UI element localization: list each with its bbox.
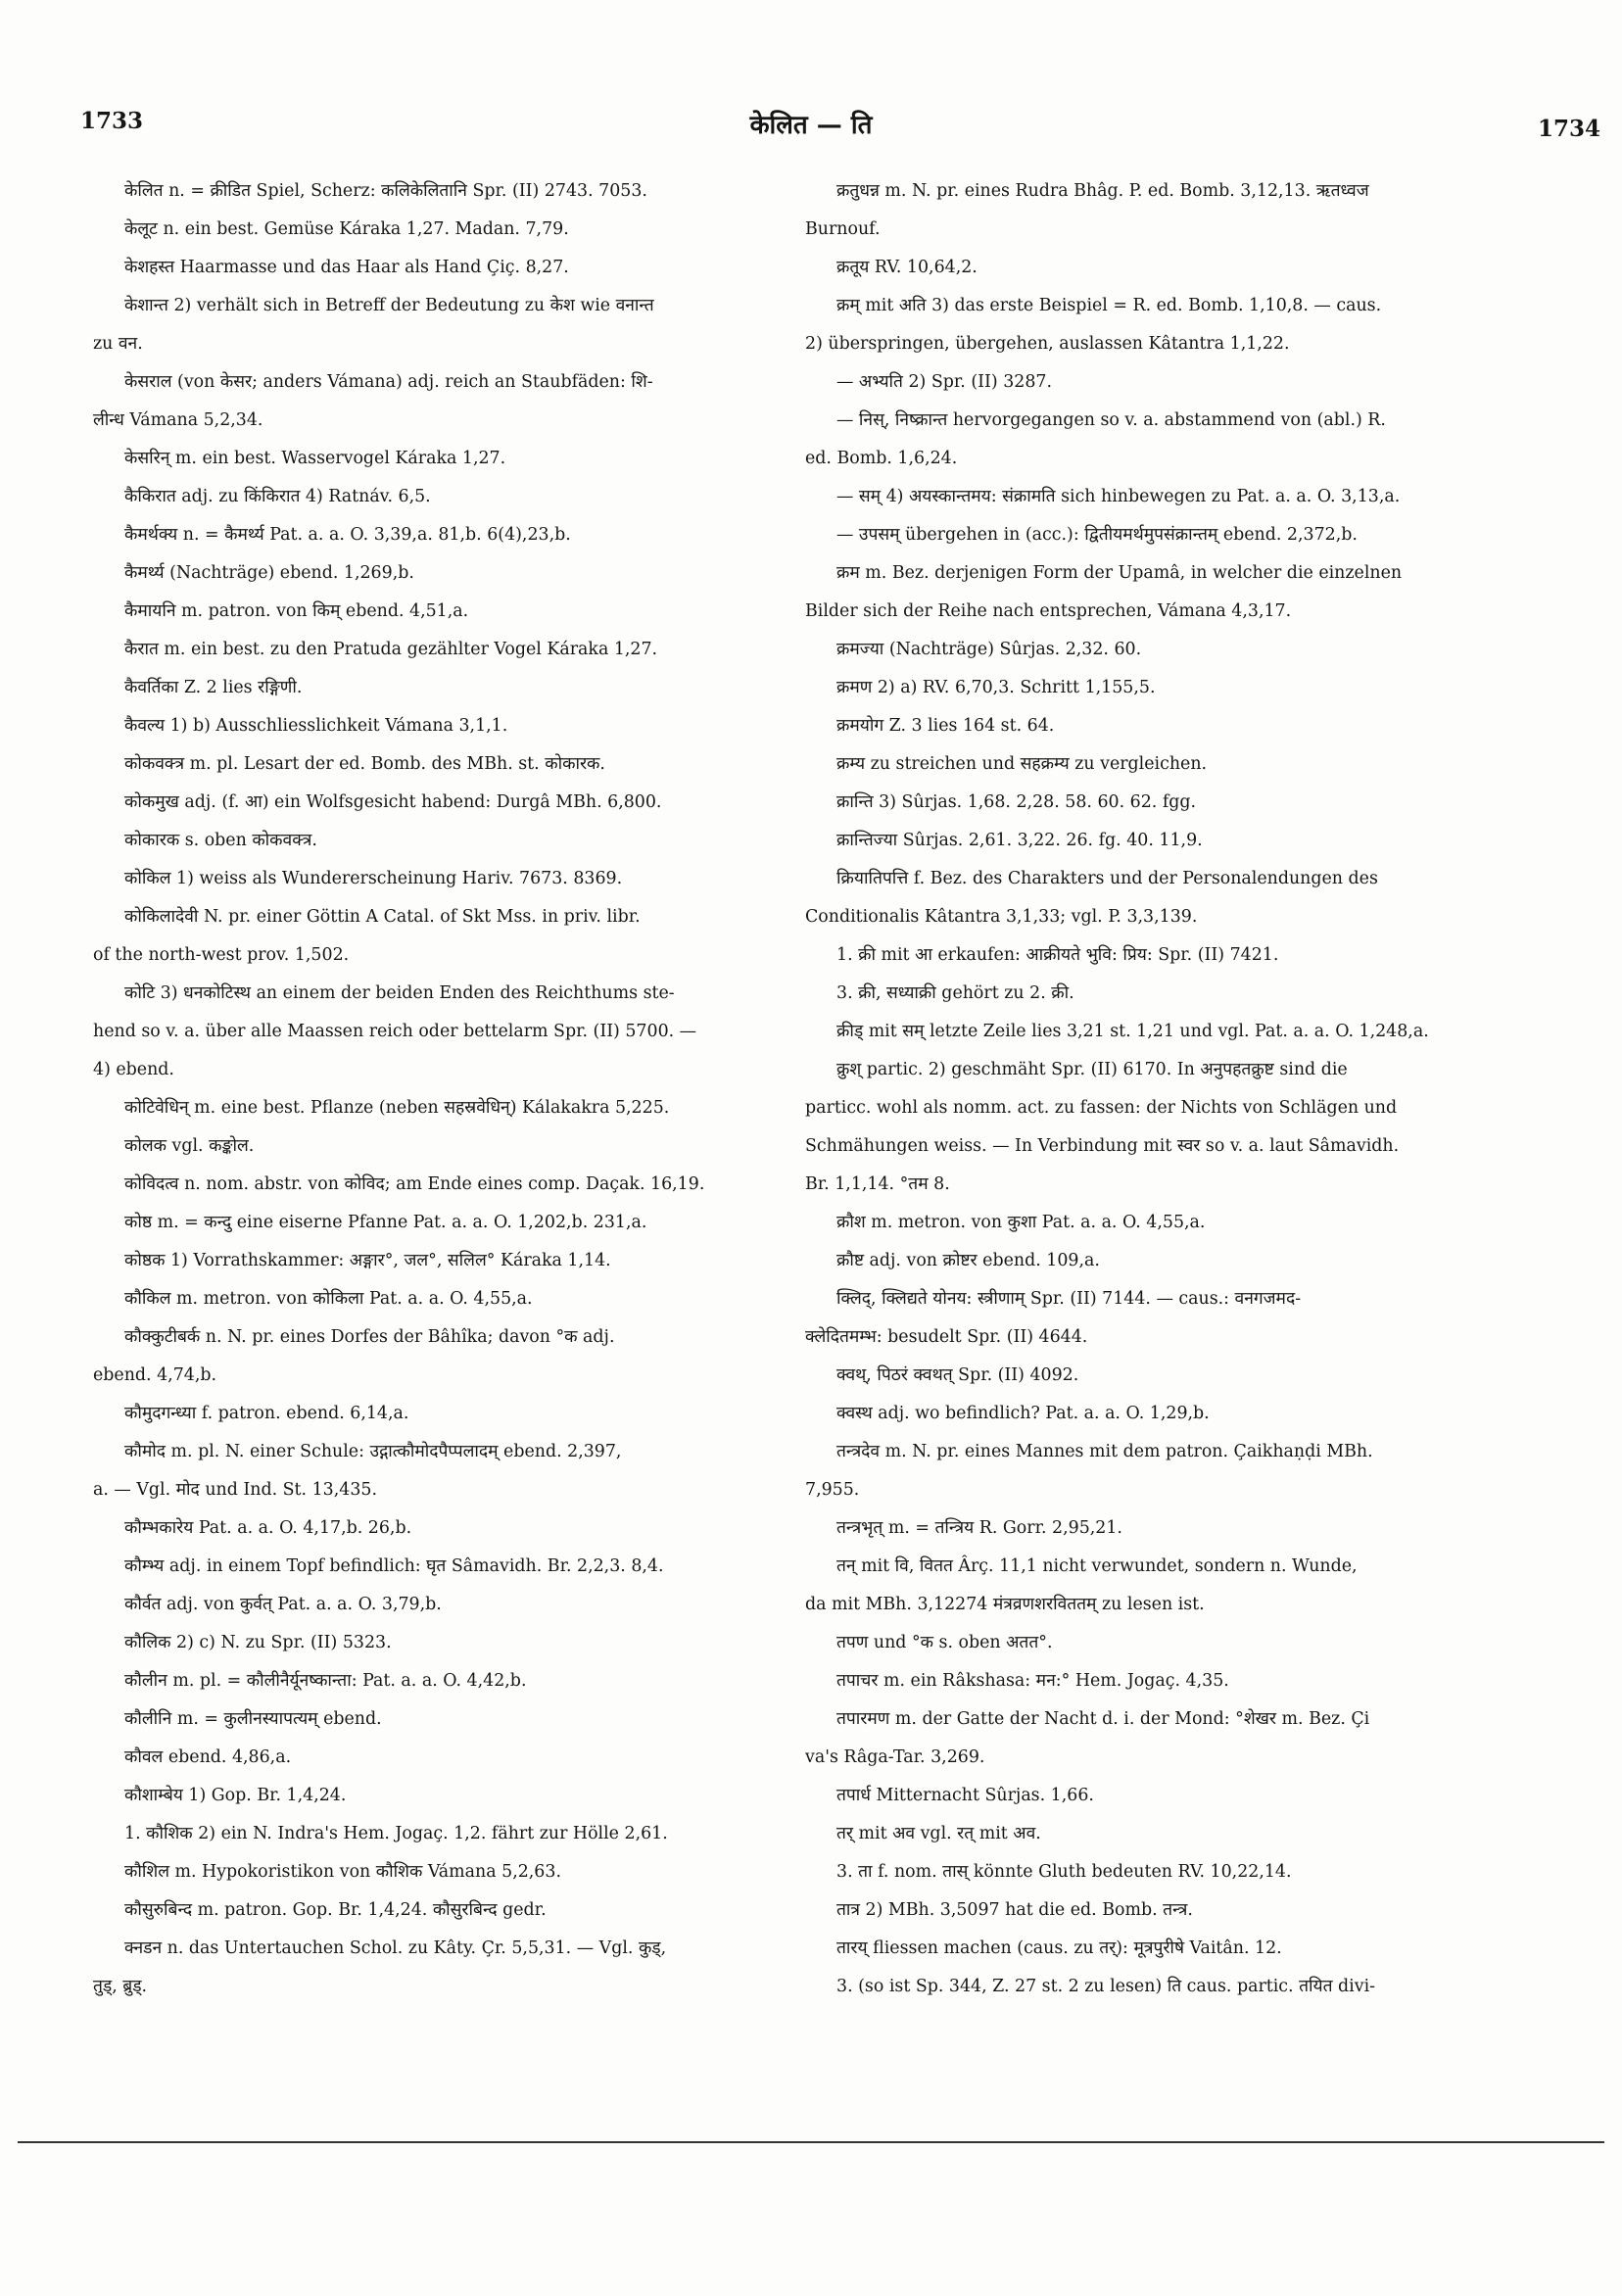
dictionary-line: कोलक vgl. कङ्कोल. xyxy=(124,1136,255,1156)
dictionary-line: क्रीड् mit सम् letzte Zeile lies 3,21 st. 1,21 und vgl. Pat. a. a. O. 1,248,a. xyxy=(836,1022,1429,1041)
dictionary-line: तात्र 2) MBh. 3,5097 hat die ed. Bomb. तन्त्र. xyxy=(836,1900,1193,1920)
dictionary-line: कौलीन m. pl. = कौलीनैर्यूनष्कान्ता: Pat. a. a. O. 4,42,b. xyxy=(124,1671,527,1691)
dictionary-line: कौकिल m. metron. von कोकिला Pat. a. a. O. 4,55,a. xyxy=(124,1289,533,1309)
dictionary-line: ed. Bomb. 1,6,24. xyxy=(805,449,958,468)
dictionary-line: Br. 1,1,14. °तम 8. xyxy=(805,1174,950,1194)
dictionary-line: क्नडन n. das Untertauchen Schol. zu Kâty. Çr. 5,5,31. — Vgl. कुड्, xyxy=(124,1938,667,1958)
dictionary-line: a. — Vgl. मोद und Ind. St. 13,435. xyxy=(93,1480,377,1500)
dictionary-line: 7,955. xyxy=(805,1480,860,1500)
dictionary-line: क्रमयोग Z. 3 lies 164 st. 64. xyxy=(836,716,1055,736)
dictionary-line: तर् mit अव vgl. रत् mit अव. xyxy=(836,1824,1041,1843)
dictionary-line: 3. क्री, सध्याक्री gehört zu 2. क्री. xyxy=(836,983,1074,1003)
dictionary-line: कैकिरात adj. zu किंकिरात 4) Ratnáv. 6,5. xyxy=(124,487,431,506)
dictionary-line: क्रमण 2) a) RV. 6,70,3. Schritt 1,155,5. xyxy=(836,678,1156,697)
dictionary-line: तुड्, ब्रुड्. xyxy=(93,1977,148,1996)
dictionary-line: केशहस्त Haarmasse und das Haar als Hand Çiç. 8,27. xyxy=(124,258,569,277)
dictionary-line: — उपसम् übergehen in (acc.): द्वितीयमर्थमुपसंक्रान्तम् ebend. 2,372,b. xyxy=(836,525,1358,545)
dictionary-line: ebend. 4,74,b. xyxy=(93,1365,217,1385)
right-column xyxy=(805,172,1508,2006)
dictionary-line: कौक्कुटीबर्क n. N. pr. eines Dorfes der Bâhîka; davon °क adj. xyxy=(124,1327,615,1347)
dictionary-line: Conditionalis Kâtantra 3,1,33; vgl. P. 3,3,139. xyxy=(805,907,1198,927)
dictionary-line: da mit MBh. 3,12274 मंत्रव्रणशरविततम् zu lesen ist. xyxy=(805,1595,1205,1614)
dictionary-line: क्रौश m. metron. von कुशा Pat. a. a. O. 4,55,a. xyxy=(836,1213,1206,1232)
page-header xyxy=(0,106,1622,145)
dictionary-line: Bilder sich der Reihe nach entsprechen, Vámana 4,3,17. xyxy=(805,601,1292,621)
dictionary-line: कौशाम्बेय 1) Gop. Br. 1,4,24. xyxy=(124,1786,347,1805)
dictionary-line: तारय् fliessen machen (caus. zu तर्): मूत्रपुरीषे Vaitân. 12. xyxy=(836,1938,1282,1958)
dictionary-line: कैरात m. ein best. zu den Pratuda gezählter Vogel Káraka 1,27. xyxy=(124,640,658,659)
dictionary-line: कौम्भ्य adj. in einem Topf befindlich: घृत Sâmavidh. Br. 2,2,3. 8,4. xyxy=(124,1556,664,1576)
dictionary-line: क्रमज्या (Nachträge) Sûrjas. 2,32. 60. xyxy=(836,640,1142,659)
dictionary-line: केसरिन् m. ein best. Wasservogel Káraka 1,27. xyxy=(124,449,506,468)
dictionary-line: केलूट n. ein best. Gemüse Káraka 1,27. Madan. 7,79. xyxy=(124,219,569,239)
dictionary-line: क्रान्ति 3) Sûrjas. 1,68. 2,28. 58. 60. 62. fgg. xyxy=(836,792,1197,812)
dictionary-line: क्रतूय RV. 10,64,2. xyxy=(836,258,978,277)
dictionary-line: particc. wohl als nomm. act. zu fassen: der Nichts von Schlägen und xyxy=(805,1098,1398,1118)
dictionary-line: क्लेदितमम्भ: besudelt Spr. (II) 4644. xyxy=(805,1327,1088,1347)
dictionary-line: कौवल ebend. 4,86,a. xyxy=(124,1747,292,1767)
dictionary-line: कौलिक 2) c) N. zu Spr. (II) 5323. xyxy=(124,1633,392,1652)
dictionary-line: कैमर्थ्य (Nachträge) ebend. 1,269,b. xyxy=(124,563,414,583)
dictionary-line: क्रम m. Bez. derjenigen Form der Upamâ, in welcher die einzelnen xyxy=(836,563,1403,583)
dictionary-line: hend so v. a. über alle Maassen reich oder bettelarm Spr. (II) 5700. — xyxy=(93,1022,697,1041)
dictionary-line: zu वन. xyxy=(93,334,143,354)
dictionary-line: कौर्वत adj. von कुर्वत् Pat. a. a. O. 3,79,b. xyxy=(124,1595,442,1614)
dictionary-line: क्रुश् partic. 2) geschmäht Spr. (II) 6170. In अनुपहतक्रुष्ट sind die xyxy=(836,1060,1348,1079)
dictionary-line: तन्त्रदेव m. N. pr. eines Mannes mit dem patron. Çaikhaṇḍi MBh. xyxy=(836,1442,1373,1461)
dictionary-line: 3. (so ist Sp. 344, Z. 27 st. 2 zu lesen) ति caus. partic. तयित divi- xyxy=(836,1977,1376,1996)
dictionary-line: तन्त्रभृत् m. = तन्त्रिय R. Gorr. 2,95,21. xyxy=(836,1518,1122,1538)
dictionary-line: कौमुदगन्ध्या f. patron. ebend. 6,14,a. xyxy=(124,1404,409,1423)
dictionary-line: तपण und °क s. oben अतत°. xyxy=(836,1633,1053,1652)
dictionary-line: कौसुरुबिन्द m. patron. Gop. Br. 1,4,24. कौसुरबिन्द gedr. xyxy=(124,1900,547,1920)
dictionary-line: क्रियातिपत्ति f. Bez. des Charakters und der Personalendungen des xyxy=(836,869,1378,888)
dictionary-line: Schmähungen weiss. — In Verbindung mit स्वर so v. a. laut Sâmavidh. xyxy=(805,1136,1400,1156)
dictionary-line: केसराल (von केसर; anders Vámana) adj. reich an Staubfäden: शि- xyxy=(124,372,653,392)
dictionary-line: — अभ्यति 2) Spr. (II) 3287. xyxy=(836,372,1052,392)
dictionary-line: कौम्भकारेय Pat. a. a. O. 4,17,b. 26,b. xyxy=(124,1518,412,1538)
dictionary-line: केशान्त 2) verhält sich in Betreff der Bedeutung zu केश wie वनान्त xyxy=(124,296,654,315)
dictionary-line: कोष्ठ m. = कन्दु eine eiserne Pfanne Pat. a. a. O. 1,202,b. 231,a. xyxy=(124,1213,647,1232)
dictionary-line: तन् mit वि, वितत Ârç. 11,1 nicht verwundet, sondern n. Wunde, xyxy=(836,1556,1358,1576)
dictionary-line: क्रौष्ट adj. von क्रोष्टर ebend. 109,a. xyxy=(836,1251,1100,1270)
dictionary-line: कोकारक s. oben कोकवक्त्र. xyxy=(124,831,317,850)
dictionary-line: कोकवक्त्र m. pl. Lesart der ed. Bomb. des MBh. st. कोकारक. xyxy=(124,754,605,774)
dictionary-line: — सम् 4) अयस्कान्तमय: संक्रामति sich hinbewegen zu Pat. a. a. O. 3,13,a. xyxy=(836,487,1401,506)
running-head: केलित — ति xyxy=(749,111,873,140)
left-column xyxy=(93,172,781,2006)
dictionary-line: of the north-west prov. 1,502. xyxy=(93,945,350,965)
dictionary-line: क्रान्तिज्या Sûrjas. 2,61. 3,22. 26. fg. 40. 11,9. xyxy=(836,831,1203,850)
dictionary-line: 3. ता f. nom. तास् könnte Gluth bedeuten RV. 10,22,14. xyxy=(836,1862,1292,1882)
dictionary-line: कोटि 3) धनकोटिस्थ an einem der beiden Enden des Reichthums ste- xyxy=(124,983,675,1003)
dictionary-line: क्लिद्, क्लिद्यते योनय: स्त्रीणाम् Spr. (II) 7144. — caus.: वनगजमद- xyxy=(836,1289,1302,1309)
dictionary-line: कोष्ठक 1) Vorrathskammer: अङ्गार°, जल°, सलिल° Káraka 1,14. xyxy=(124,1251,611,1270)
dictionary-line: कौशिल m. Hypokoristikon von कौशिक Vámana 5,2,63. xyxy=(124,1862,561,1882)
dictionary-line: क्रम् mit अति 3) das erste Beispiel = R. ed. Bomb. 1,10,8. — caus. xyxy=(836,296,1382,315)
dictionary-line: — निस्, निष्क्रान्त hervorgegangen so v. a. abstammend von (abl.) R. xyxy=(836,410,1386,430)
dictionary-line: क्रम्य zu streichen und सहक्रम्य zu vergleichen. xyxy=(836,754,1208,774)
dictionary-line: क्रतुधन्न m. N. pr. eines Rudra Bhâg. P. ed. Bomb. 3,12,13. ऋतध्वज xyxy=(836,181,1369,201)
dictionary-line: कौलीनि m. = कुलीनस्यापत्यम् ebend. xyxy=(124,1709,382,1729)
dictionary-line: कोटिवेधिन् m. eine best. Pflanze (neben सहस्रवेधिन्) Kálakakra 5,225. xyxy=(124,1098,670,1118)
dictionary-line: तपाचर m. ein Râkshasa: मन:° Hem. Jogaç. 4,35. xyxy=(836,1671,1229,1691)
dictionary-line: कैमायनि m. patron. von किम् ebend. 4,51,a. xyxy=(124,601,469,621)
dictionary-line: va's Râga-Tar. 3,269. xyxy=(805,1747,985,1767)
dictionary-line: 4) ebend. xyxy=(93,1060,174,1079)
dictionary-line: 1. क्री mit आ erkaufen: आक्रीयते भुवि: प्रिय: Spr. (II) 7421. xyxy=(836,945,1279,965)
dictionary-line: कौमोद m. pl. N. einer Schule: उद्गात्कौमोदपैप्पलादम् ebend. 2,397, xyxy=(124,1442,622,1461)
dictionary-line: कैमर्थक्य n. = कैमर्थ्य Pat. a. a. O. 3,39,a. 81,b. 6(4),23,b. xyxy=(124,525,571,545)
dictionary-line: कोकमुख adj. (f. आ) ein Wolfsgesicht habend: Durgâ MBh. 6,800. xyxy=(124,792,662,812)
dictionary-line: कोकिल 1) weiss als Wundererscheinung Hariv. 7673. 8369. xyxy=(124,869,623,888)
dictionary-line: 1. कौशिक 2) ein N. Indra's Hem. Jogaç. 1,2. fährt zur Hölle 2,61. xyxy=(124,1824,668,1843)
dictionary-line: तपारमण m. der Gatte der Nacht d. i. der Mond: °शेखर m. Bez. Çi xyxy=(836,1709,1370,1729)
dictionary-line: लीन्ध Vámana 5,2,34. xyxy=(93,410,263,430)
dictionary-line: तपार्ध Mitternacht Sûrjas. 1,66. xyxy=(836,1786,1094,1805)
dictionary-line: Burnouf. xyxy=(805,219,881,239)
dictionary-line: कैवल्य 1) b) Ausschliesslichkeit Vámana 3,1,1. xyxy=(124,716,508,736)
dictionary-line: 2) überspringen, übergehen, auslassen Kâtantra 1,1,22. xyxy=(805,334,1290,354)
dictionary-line: क्वस्थ adj. wo befindlich? Pat. a. a. O. 1,29,b. xyxy=(836,1404,1210,1423)
page-number-left: 1733 xyxy=(80,108,144,134)
dictionary-line: कोकिलादेवी N. pr. einer Göttin A Catal. of Skt Mss. in priv. libr. xyxy=(124,907,641,927)
footer-rule xyxy=(18,2141,1604,2143)
dictionary-line: केलित n. = क्रीडित Spiel, Scherz: कलिकेलितानि Spr. (II) 2743. 7053. xyxy=(124,181,647,201)
page-number-right: 1734 xyxy=(1537,116,1600,142)
dictionary-line: कैवर्तिका Z. 2 lies रङ्गिणी. xyxy=(124,678,303,697)
dictionary-line: क्वथ्, पिठरं क्वथत् Spr. (II) 4092. xyxy=(836,1365,1079,1385)
dictionary-line: कोविदत्व n. nom. abstr. von कोविद; am Ende eines comp. Daçak. 16,19. xyxy=(124,1174,705,1194)
